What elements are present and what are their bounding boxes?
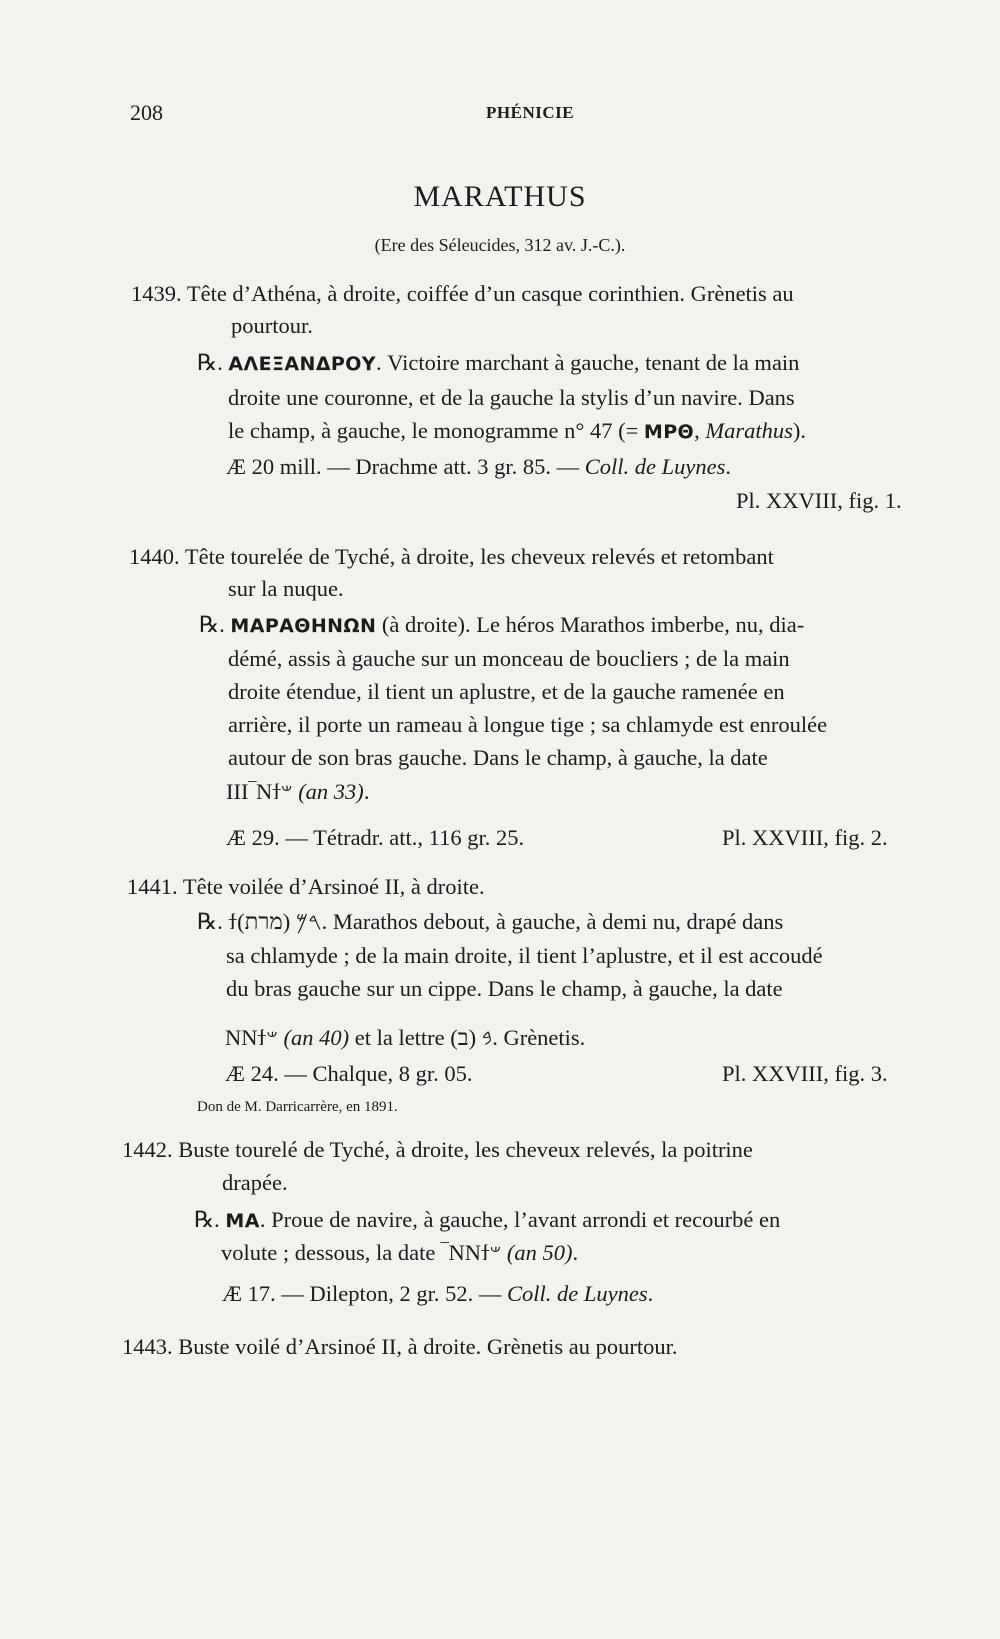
running-title: PHÉNICIE (486, 103, 575, 122)
text-line (221, 1242, 578, 1265)
line-text: droite étendue, il tient un aplustre, et de la gauche ramenée en (228, 679, 785, 704)
text-line (228, 387, 795, 410)
text-line (194, 1209, 780, 1232)
text-line (226, 781, 369, 804)
line-text: ℞. (199, 612, 231, 637)
text-line (228, 714, 827, 737)
text-line (197, 911, 783, 934)
line-text: . Victoire marchant à gauche, tenant de la main (375, 350, 800, 375)
text-line (199, 614, 804, 637)
text-line (722, 1063, 888, 1086)
line-text: ℞. ϯ𐤓𐤌 (מרת). Marathos debout, à gauche, à demi nu, drapé dans (197, 909, 784, 934)
line-text: Æ 20 mill. — Drachme att. 3 gr. 85. — (226, 454, 585, 479)
line-text: volute ; dessous, la date ‾NNϯ𐤔 (221, 1240, 507, 1265)
section-title: MARATHUS (413, 180, 587, 213)
line-text: du bras gauche sur un cippe. Dans le champ, à gauche, la date (226, 976, 783, 1001)
text-line (225, 1063, 473, 1086)
text-line (122, 1139, 753, 1162)
text-line (222, 1172, 288, 1195)
line-text: ℞. (194, 1207, 226, 1232)
line-text: 1440. Tête tourelée de Tyché, à droite, les cheveux relevés et retombant (129, 544, 774, 569)
line-text: Pl. XXVIII, fig. 3. (722, 1061, 888, 1086)
line-text: sa chlamyde ; de la main droite, il tient l’aplustre, et il est accoudé (226, 943, 823, 968)
line-text: Pl. XXVIII, fig. 1. (736, 488, 902, 513)
text-line (225, 1027, 585, 1050)
line-text: droite une couronne, et de la gauche la stylis d’un navire. Dans (228, 385, 795, 410)
text-line (228, 681, 785, 704)
italic-text: (an 33) (298, 779, 364, 804)
text-line (129, 546, 774, 569)
line-text: le champ, à gauche, le monogramme n° 47 (= (228, 418, 644, 443)
text-line (197, 352, 799, 375)
text-line (226, 456, 731, 479)
line-text: 1443. Buste voilé d’Arsinoé II, à droite. Grènetis au pourtour. (122, 1334, 678, 1359)
line-text: arrière, il porte un rameau à longue tige ; sa chlamyde est enroulée (228, 712, 828, 737)
text-line (131, 283, 794, 306)
text-line (122, 1336, 678, 1359)
line-text: 1442. Buste tourelé de Tyché, à droite, les cheveux relevés, la poitrine (122, 1137, 753, 1162)
line-text: , (694, 418, 706, 443)
text-line (736, 490, 902, 513)
line-text: Pl. XXVIII, fig. 2. (722, 825, 888, 850)
line-text: Don de M. Darricarrère, en 1891. (197, 1099, 398, 1115)
section-subtitle: (Ere des Séleucides, 312 av. J.-C.). (374, 235, 626, 255)
line-text: et la lettre 𐤁 (ב). Grènetis. (349, 1025, 586, 1050)
text-line (127, 876, 485, 899)
line-text: autour de son bras gauche. Dans le champ, à gauche, la date (228, 745, 768, 770)
text-line (231, 315, 313, 338)
line-text: . (725, 454, 731, 479)
line-text: III‾Nϯ𐤔 (226, 779, 299, 804)
line-text: sur la nuque. (228, 576, 344, 601)
line-text: Æ 17. — Dilepton, 2 gr. 52. — (222, 1281, 507, 1306)
greek-legend: ΜΑ (225, 1210, 260, 1232)
line-text: 1441. Tête voilée d’Arsinoé II, à droite. (127, 874, 485, 899)
italic-text: Coll. de Luynes (584, 454, 726, 479)
line-text: . (647, 1281, 654, 1306)
italic-text: Marathus (705, 418, 793, 443)
text-line (226, 945, 823, 968)
italic-text: (an 50) (506, 1240, 573, 1265)
italic-text: Coll. de Luynes (507, 1281, 648, 1306)
text-line (197, 1093, 398, 1116)
line-text: . (363, 779, 370, 804)
page-number: 208 (130, 100, 163, 125)
line-text: ). (792, 418, 806, 443)
line-text: pourtour. (231, 313, 313, 338)
line-text: . Proue de navire, à gauche, l’avant arrondi et recourbé en (259, 1207, 781, 1232)
text-line (722, 827, 888, 850)
italic-text: (an 40) (283, 1025, 350, 1050)
greek-legend: ΜΑΡΑΘΗΝΩΝ (230, 615, 377, 637)
line-text: ℞. (197, 350, 229, 375)
text-line (228, 648, 790, 671)
text-line (222, 1283, 653, 1306)
line-text: drapée. (222, 1170, 288, 1195)
line-text: démé, assis à gauche sur un monceau de boucliers ; de la main (228, 646, 790, 671)
text-line (226, 978, 783, 1001)
greek-legend: ΜΡΘ (643, 421, 695, 443)
greek-legend: ΑΛΕΞΑΝΔΡΟΥ (228, 353, 376, 375)
line-text: (à droite). Le héros Marathos imberbe, nu, dia- (376, 612, 805, 637)
line-text: Æ 29. — Tétradr. att., 116 gr. 25. (226, 825, 525, 850)
line-text: . (572, 1240, 579, 1265)
line-text: Æ 24. — Chalque, 8 gr. 05. (225, 1061, 473, 1086)
text-line (228, 578, 344, 601)
text-line (228, 747, 768, 770)
line-text: 1439. Tête d’Athéna, à droite, coiffée d’un casque corinthien. Grènetis au (131, 281, 794, 306)
text-line (226, 827, 524, 850)
line-text: NNϯ𐤔 (225, 1025, 284, 1050)
text-line (228, 420, 806, 443)
